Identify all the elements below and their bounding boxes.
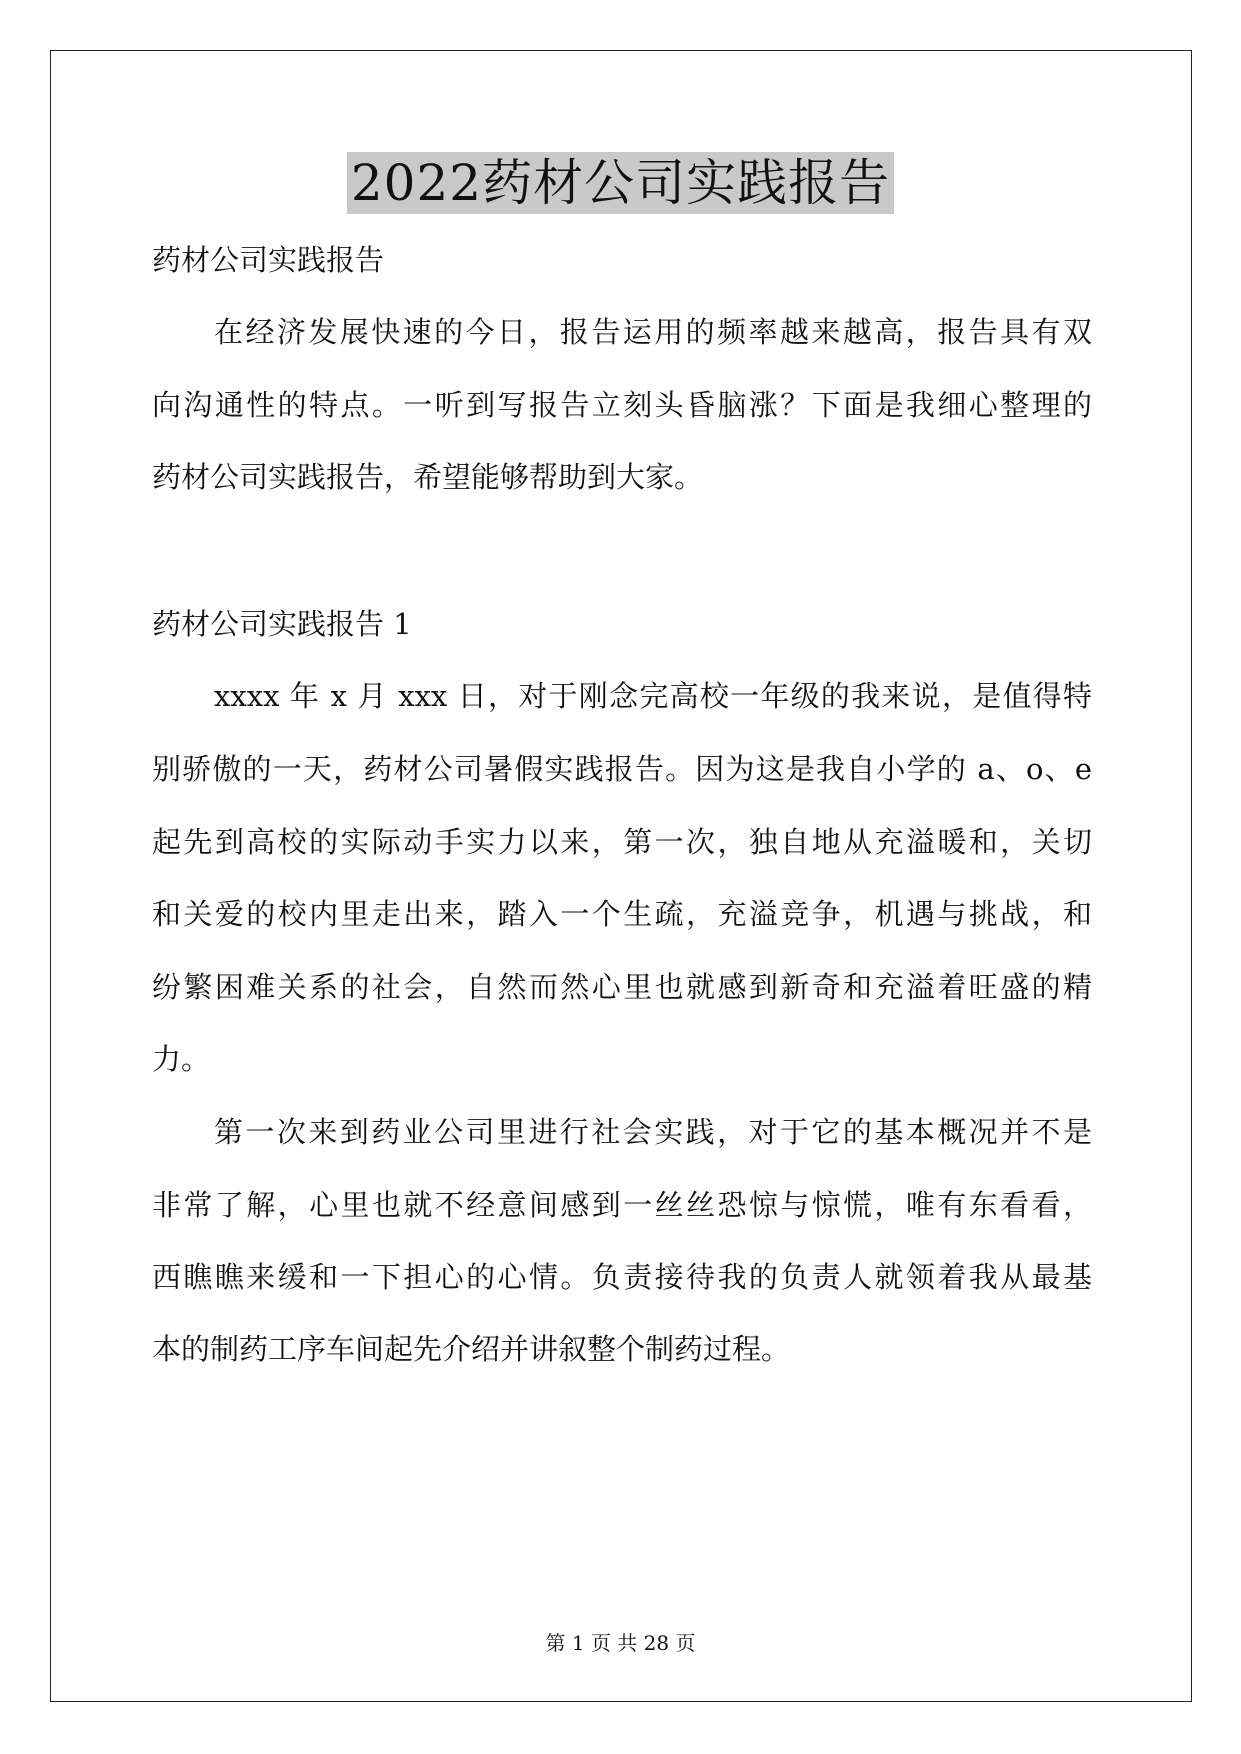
paragraph-line: 和关爱的校内里走出来，踏入一个生疏，充溢竞争，机遇与挑战，和 <box>152 897 1092 931</box>
paragraph-line: 力。 <box>152 1042 211 1076</box>
paragraph-line: 药材公司实践报告，希望能够帮助到大家。 <box>152 460 704 494</box>
paragraph-line: 第一次来到药业公司里进行社会实践，对于它的基本概况并不是 <box>214 1115 1092 1149</box>
paragraph-line: 纷繁困难关系的社会，自然而然心里也就感到新奇和充溢着旺盛的精 <box>152 970 1092 1004</box>
paragraph-line: 非常了解，心里也就不经意间感到一丝丝恐惊与惊慌，唯有东看看， <box>152 1188 1092 1222</box>
paragraph-line: xxxx 年 x 月 xxx 日，对于刚念完高校一年级的我来说，是值得特 <box>214 679 1092 713</box>
paragraph-line: 起先到高校的实际动手实力以来，第一次，独自地从充溢暖和，关切 <box>152 825 1092 859</box>
title-container <box>0 152 1241 214</box>
paragraph-line: 本的制药工序车间起先介绍并讲叙整个制药过程。 <box>152 1332 791 1366</box>
section-heading: 药材公司实践报告 1 <box>152 607 412 641</box>
paragraph-line: 在经济发展快速的今日，报告运用的频率越来越高，报告具有双 <box>214 315 1092 349</box>
page-border <box>50 50 1192 1702</box>
subtitle: 药材公司实践报告 <box>152 243 385 277</box>
page-footer: 第 1 页 共 28 页 <box>545 1631 696 1655</box>
paragraph-line: 向沟通性的特点。一听到写报告立刻头昏脑涨？下面是我细心整理的 <box>152 388 1092 422</box>
paragraph-line: 别骄傲的一天，药材公司暑假实践报告。因为这是我自小学的 a、o、e <box>152 752 1092 786</box>
document-title: 2022药材公司实践报告 <box>347 152 894 214</box>
paragraph-line: 西瞧瞧来缓和一下担心的心情。负责接待我的负责人就领着我从最基 <box>152 1260 1092 1294</box>
